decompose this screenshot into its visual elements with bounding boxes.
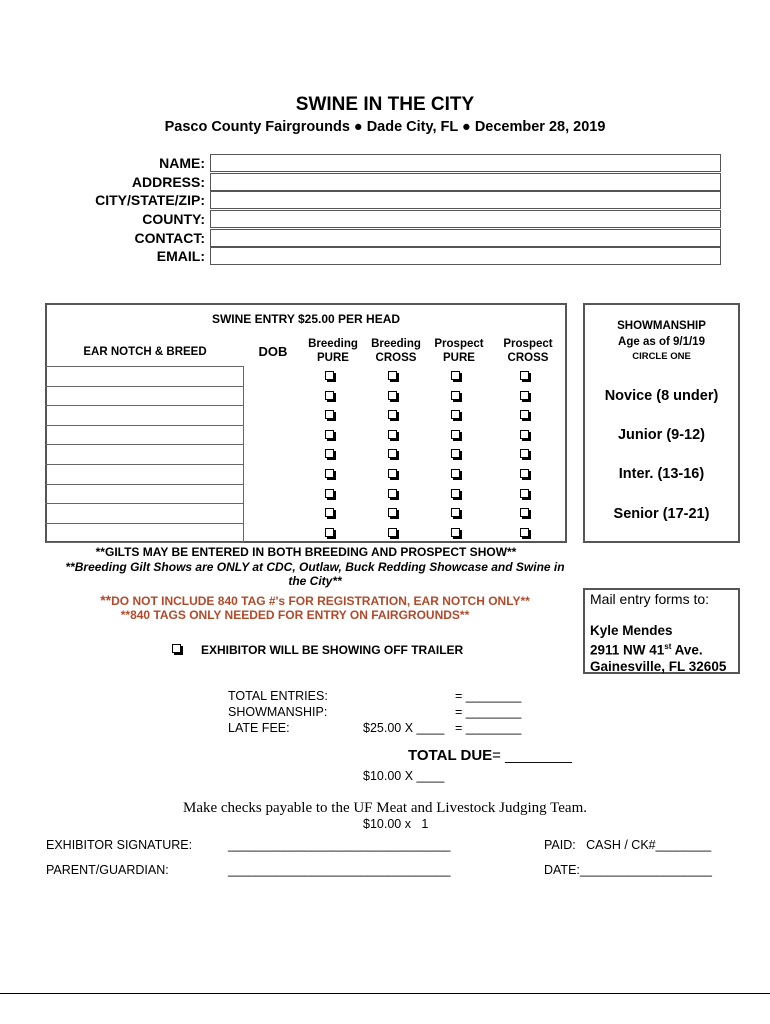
prospect-cross-checkbox[interactable] <box>520 528 529 537</box>
showmanship-option-junior[interactable]: Junior (9-12) <box>617 427 705 443</box>
breeding-pure-checkbox[interactable] <box>325 489 334 498</box>
breeding-cross-checkbox[interactable] <box>388 469 397 478</box>
prospect-pure-checkbox[interactable] <box>451 391 460 400</box>
breeding-pure-checkbox[interactable] <box>325 508 334 517</box>
breeding-pure-checkbox[interactable] <box>325 391 334 400</box>
prospect-cross-checkbox[interactable] <box>520 489 529 498</box>
county-field[interactable] <box>210 210 721 228</box>
trailer-checkbox[interactable] <box>172 644 181 653</box>
breeding-cross-checkbox[interactable] <box>388 430 397 439</box>
breeding-pure-checkbox[interactable] <box>325 410 334 419</box>
prospect-pure-checkbox[interactable] <box>451 430 460 439</box>
grid-column-line <box>243 366 244 543</box>
exhibitor-signature-line[interactable]: ________________________________ <box>228 838 451 852</box>
prospect-pure-checkbox[interactable] <box>451 371 460 380</box>
parent-signature-line[interactable]: ________________________________ <box>228 863 451 877</box>
city-state-zip-label: CITY/STATE/ZIP: <box>95 192 205 208</box>
breeding-cross-checkbox[interactable] <box>388 489 397 498</box>
prospect-cross-checkbox[interactable] <box>520 430 529 439</box>
tag-fairgrounds-note: **840 TAGS ONLY NEEDED FOR ENTRY ON FAIRGROUNDS** <box>120 608 470 622</box>
address-field[interactable] <box>210 173 721 191</box>
grid-row-line <box>45 405 243 406</box>
breeding-cross-checkbox[interactable] <box>388 371 397 380</box>
contact-field[interactable] <box>210 229 721 247</box>
county-label: COUNTY: <box>142 211 205 227</box>
prospect-cross-checkbox[interactable] <box>520 410 529 419</box>
prospect-pure-checkbox[interactable] <box>451 528 460 537</box>
prospect-pure-checkbox[interactable] <box>451 489 460 498</box>
date-field[interactable]: DATE:___________________ <box>544 863 712 877</box>
entry-heading: SWINE ENTRY $25.00 PER HEAD <box>211 312 401 326</box>
trailer-label: EXHIBITOR WILL BE SHOWING OFF TRAILER <box>201 643 464 657</box>
email-field[interactable] <box>210 247 721 265</box>
total-due: TOTAL DUE= ________ <box>408 747 572 764</box>
showmanship-option-senior[interactable]: Senior (17-21) <box>613 506 710 522</box>
grid-row-line <box>45 425 243 426</box>
city-state-zip-field[interactable] <box>210 191 721 209</box>
prospect-pure-checkbox[interactable] <box>451 410 460 419</box>
grid-row-line <box>45 523 243 524</box>
breeding-pure-checkbox[interactable] <box>325 430 334 439</box>
gilts-note: **GILTS MAY BE ENTERED IN BOTH BREEDING AND PROSPECT SHOW** <box>95 545 517 559</box>
prospect-pure-checkbox[interactable] <box>451 449 460 458</box>
breeding-cross-checkbox[interactable] <box>388 391 397 400</box>
circle-one-label: CIRCLE ONE <box>632 351 691 362</box>
address-label: ADDRESS: <box>131 174 205 190</box>
page-bottom-rule <box>0 993 770 994</box>
breeding-pure-header: Breeding PURE <box>308 338 358 364</box>
dob-header: DOB <box>258 344 288 359</box>
showmanship-title: SHOWMANSHIP <box>617 320 706 332</box>
prospect-cross-checkbox[interactable] <box>520 469 529 478</box>
breeding-note: **Breeding Gilt Shows are ONLY at CDC, Outlaw, Buck Redding Showcase and Swine in the City** <box>65 560 565 588</box>
prospect-pure-header: Prospect PURE <box>434 338 484 364</box>
parent-guardian-label: PARENT/GUARDIAN: <box>46 863 169 877</box>
breeding-cross-checkbox[interactable] <box>388 508 397 517</box>
event-subtitle: Pasco County Fairgrounds ● Dade City, FL ● December 28, 2019 <box>164 119 606 135</box>
prospect-cross-checkbox[interactable] <box>520 371 529 380</box>
grid-row-line <box>45 366 243 367</box>
payable-note: Make checks payable to the UF Meat and Livestock Judging Team. <box>183 800 587 816</box>
prospect-cross-header: Prospect CROSS <box>503 338 553 364</box>
grid-row-line <box>45 464 243 465</box>
email-label: EMAIL: <box>156 248 205 264</box>
grid-row-line <box>45 484 243 485</box>
mail-address: Kyle Mendes 2911 NW 41st Ave. Gainesville, FL 32605 <box>590 623 727 674</box>
prospect-pure-checkbox[interactable] <box>451 469 460 478</box>
tag-note: **DO NOT INCLUDE 840 TAG #'s FOR REGISTRATION, EAR NOTCH ONLY** <box>100 592 530 608</box>
grid-row-line <box>45 444 243 445</box>
paid-field[interactable]: PAID: CASH / CK#________ <box>544 838 712 852</box>
showmanship-option-novice[interactable]: Novice (8 under) <box>604 388 719 404</box>
grid-row-line <box>45 542 243 543</box>
prospect-cross-checkbox[interactable] <box>520 508 529 517</box>
contact-label: CONTACT: <box>134 230 205 246</box>
showmanship-option-inter[interactable]: Inter. (13-16) <box>618 466 705 482</box>
mail-heading: Mail entry forms to: <box>590 591 710 607</box>
ear-notch-header: EAR NOTCH & BREED <box>83 346 207 358</box>
name-field[interactable] <box>210 154 721 172</box>
breeding-cross-header: Breeding CROSS <box>371 338 421 364</box>
breeding-pure-checkbox[interactable] <box>325 469 334 478</box>
grid-row-line <box>45 503 243 504</box>
breeding-cross-checkbox[interactable] <box>388 449 397 458</box>
totals-results: = ________ = ________ = ________ <box>455 689 522 735</box>
totals-rates: $25.00 X ____ $10.00 X ____ $10.00 x 1 <box>363 721 445 831</box>
page-title: SWINE IN THE CITY <box>295 94 475 115</box>
exhibitor-signature-label: EXHIBITOR SIGNATURE: <box>46 838 193 852</box>
breeding-pure-checkbox[interactable] <box>325 371 334 380</box>
breeding-pure-checkbox[interactable] <box>325 449 334 458</box>
showmanship-age: Age as of 9/1/19 <box>618 336 705 348</box>
breeding-pure-checkbox[interactable] <box>325 528 334 537</box>
prospect-cross-checkbox[interactable] <box>520 391 529 400</box>
prospect-pure-checkbox[interactable] <box>451 508 460 517</box>
name-label: NAME: <box>159 155 205 171</box>
totals-labels: TOTAL ENTRIES: SHOWMANSHIP: LATE FEE: <box>228 689 328 735</box>
breeding-cross-checkbox[interactable] <box>388 410 397 419</box>
grid-row-line <box>45 386 243 387</box>
prospect-cross-checkbox[interactable] <box>520 449 529 458</box>
breeding-cross-checkbox[interactable] <box>388 528 397 537</box>
